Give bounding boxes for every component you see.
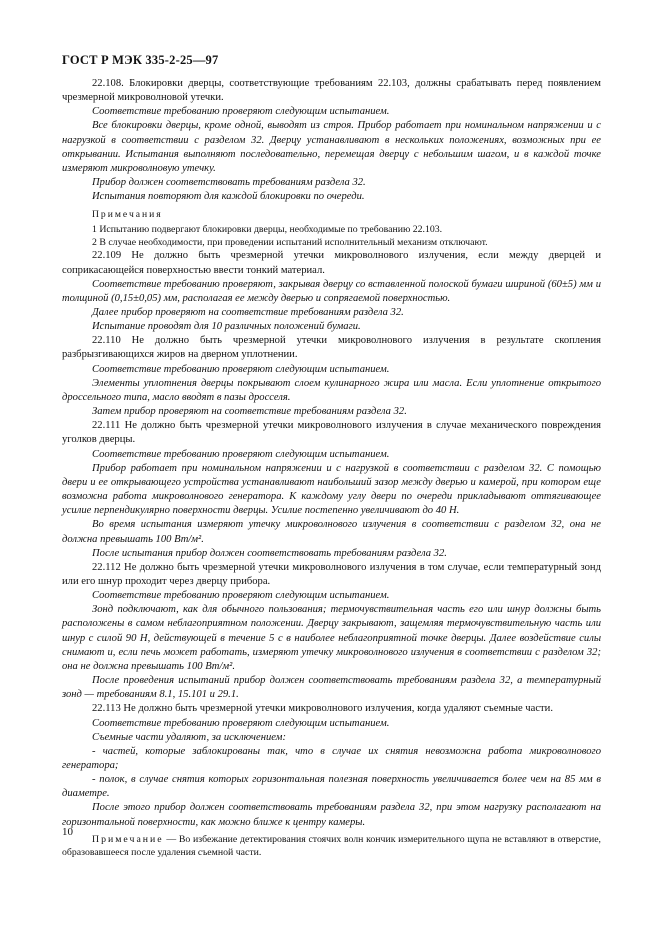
paragraph: Далее прибор проверяют на соответствие требованиям раздела 32. xyxy=(92,307,404,318)
paragraph: Испытание проводят для 10 различных положений бумаги. xyxy=(92,321,361,333)
document-body xyxy=(62,77,601,860)
paragraph: Соответствие требованию проверяют следующим испытанием. xyxy=(92,717,390,729)
paragraph: 22.111 Не должно быть чрезмерной утечки микроволнового излучения в случае механического повреждения уголков дверцы. xyxy=(62,420,601,446)
page-number: 10 xyxy=(62,826,73,838)
paragraph: 22.110 Не должно быть чрезмерной утечки микроволнового излучения в результате скопления разбрызгивающихся жиров на дверном уплотнении. xyxy=(62,335,601,361)
note-item: 1 Испытанию подвергают блокировки дверцы, необходимые по требованию 22.103. xyxy=(92,223,443,235)
paragraph: Элементы уплотнения дверцы покрывают слоем кулинарного жира или масла. Если уплотнение открытого дроссельного типа, масло вводят в пазы дросселя. xyxy=(62,377,601,403)
paragraph: - частей, которые заблокированы так, что в случае их снятия невозможна работа микроволнового генератора; xyxy=(62,745,601,771)
paragraph: Соответствие требованию проверяют следующим испытанием. xyxy=(92,363,390,375)
paragraph: После этого прибор должен соответствовать требованиям раздела 32, при этом нагрузку располагают на горизонтальной поверхности, как можно ближе к центру камеры. xyxy=(62,802,601,828)
paragraph: Зонд подключают, как для обычного пользования; термочувствительная часть его или шнур должны быть расположены в самом неблагоприятном положении. Дверцу закрывают, защемляя термочувствительную часть или шнур с силой 90 Н, действующей в течение 5 с в наиболее неблагоприятной точке дверцы. Далее воздействие силы снимают и, если печь может работать, измеряют утечку микроволнового излучения в соответствии с разделом 32; она не должна превышать 100 Вт/м². xyxy=(62,604,601,672)
document-header: ГОСТ Р МЭК 335-2-25—97 xyxy=(62,53,219,67)
notes-title: Примечания xyxy=(92,209,163,221)
paragraph: 22.112 Не должно быть чрезмерной утечки микроволнового излучения в том случае, если температурный зонд или его шнур проходит через дверцу прибора. xyxy=(62,561,601,587)
final-note-text: — Во избежание детектирования стоячих волн кончик измерительного щупа не вставляют в отверстие, образовавшееся после удаления съемной части. xyxy=(62,833,601,859)
paragraph: Испытания повторяют для каждой блокировки по очереди. xyxy=(92,191,365,203)
paragraph: Соответствие требованию проверяют следующим испытанием. xyxy=(92,590,390,602)
paragraph: Прибор работает при номинальном напряжении и с нагрузкой в соответствии с разделом 32. С помощью двери и ее открывающего устройства устанавливают наибольший зазор между дверью и камерой, при котором еще возможна работа микроволнового генератора. К каждому углу двери по очереди прикладывают оттягивающее усилие перпендикулярно поверхности дверцы. Усилие постепенно увеличивают до 40 Н. xyxy=(62,462,601,517)
paragraph: - полок, в случае снятия которых горизонтальная полезная поверхность увеличивается более чем на 85 мм в диаметре. xyxy=(62,774,601,800)
paragraph: 22.108. Блокировки дверцы, соответствующие требованиям 22.103, должны срабатывать перед появлением чрезмерной микроволновой утечки. xyxy=(62,78,601,104)
paragraph: Соответствие требованию проверяют следующим испытанием. xyxy=(92,106,390,118)
paragraph: Съемные части удаляют, за исключением: xyxy=(92,731,286,743)
final-note xyxy=(62,833,601,860)
paragraph: Соответствие требованию проверяют следующим испытанием. xyxy=(92,448,390,460)
final-note-label: Примечание xyxy=(92,833,164,845)
paragraph: Все блокировки дверцы, кроме одной, выводят из строя. Прибор работает при номинальном напряжении и с нагрузкой в соответствии с разделом 32. Дверцу устанавливают в нескольких положениях, возможных при ее открывании. Испытания выполняют последовательно, перемещая дверцу с небольшим шагом, и в каждой точке измеряют микроволновую утечку. xyxy=(62,120,601,174)
paragraph: Прибор должен соответствовать требованиям раздела 32. xyxy=(92,177,366,189)
note-item: 2 В случае необходимости, при проведении испытаний исполнительный механизм отключают. xyxy=(92,236,488,248)
paragraph: После проведения испытаний прибор должен соответствовать требованиям раздела 32, а температурный зонд — требованиям 8.1, 15.101 и 29.1. xyxy=(62,675,601,701)
paragraph: Соответствие требованию проверяют, закрывая дверцу со вставленной полоской бумаги шириной (60±5) мм и толщиной (0,15±0,05) мм, располагая ее между дверью и сопрягаемой поверхностью. xyxy=(62,278,601,304)
paragraph: 22.109 Не должно быть чрезмерной утечки микроволнового излучения, если между дверцей и соприкасающейся поверхностью ввести тонкий материал. xyxy=(62,250,601,276)
paragraph: Затем прибор проверяют на соответствие требованиям раздела 32. xyxy=(92,406,407,418)
paragraph: После испытания прибор должен соответствовать требованиям раздела 32. xyxy=(92,547,447,559)
paragraph: 22.113 Не должно быть чрезмерной утечки микроволнового излучения, когда удаляют съемные части. xyxy=(92,703,553,715)
paragraph: Во время испытания измеряют утечку микроволнового излучения в соответствии с разделом 32, она не должна превышать 100 Вт/м². xyxy=(62,519,601,545)
